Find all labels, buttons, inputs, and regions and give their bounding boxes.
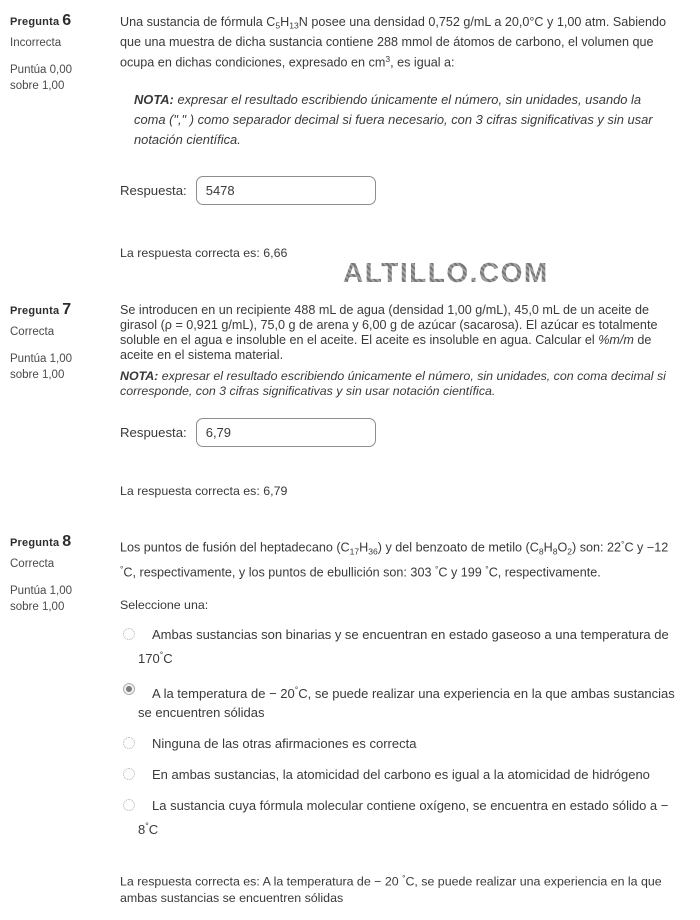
question-8-info bbox=[0, 529, 112, 615]
answer-row bbox=[120, 418, 686, 447]
question-8-section bbox=[0, 529, 700, 920]
question-7-info bbox=[0, 297, 112, 383]
option-label: A la temperatura de − 20°C, se puede realizar una experiencia en la que ambas sustancias se encuentren sólidas bbox=[138, 684, 675, 721]
question-text: Los puntos de fusión del heptadecano $(C_{17}H_{36})$ y del benzoato de metilo $(C_8H_8O_2)$ son: 22°C y −12 °C, respectivamente, y los puntos de ebullición son: 303 °C y 199 °C, respectivamente. bbox=[120, 538, 669, 580]
answer-label: Respuesta: bbox=[120, 182, 187, 198]
question-text: Una sustancia de fórmula $C_5H_{13}N$ posee una densidad 0,752 g/mL a 20,0°C y 1,00 atm. Sabiendo que una muestra de dicha sustancia contiene 288 mmol de átomos de carbono, el volumen que ocupa en dichas condiciones, expresado en $cm^3$, es igual a: bbox=[120, 15, 667, 70]
question-number: 6 bbox=[62, 12, 72, 29]
answer-label: Respuesta: bbox=[120, 424, 187, 440]
question-7-content bbox=[112, 297, 700, 499]
answer-input[interactable] bbox=[196, 418, 376, 447]
option-row-5 bbox=[120, 796, 686, 840]
question-label: Pregunta bbox=[10, 536, 60, 549]
question-number-heading bbox=[10, 301, 106, 319]
correct-answer-feedback: La respuesta correcta es: 6,79 bbox=[120, 483, 288, 498]
correct-answer-feedback: La respuesta correcta es: A la temperatura de − 20 °C, se puede realizar una experiencia en la que ambas sustancias se encuentren sólidas bbox=[120, 873, 662, 905]
option-row-1 bbox=[120, 625, 686, 669]
radio-button-icon[interactable] bbox=[123, 737, 135, 749]
option-row-4 bbox=[120, 765, 686, 785]
question-grade: Puntúa 1,00 sobre 1,00 bbox=[10, 352, 73, 381]
question-6-section bbox=[0, 8, 700, 261]
altillo-watermark: ALTILLO.COM bbox=[343, 257, 549, 288]
answer-row bbox=[120, 176, 686, 205]
option-row-2 bbox=[120, 680, 686, 724]
select-one-prompt: Seleccione una: bbox=[120, 597, 209, 612]
option-row-3 bbox=[120, 734, 686, 754]
option-label: Ambas sustancias son binarias y se encuentran en estado gaseoso a una temperatura de 170°C bbox=[138, 626, 669, 666]
question-6-content bbox=[112, 8, 700, 261]
option-label: Ninguna de las otras afirmaciones es correcta bbox=[152, 736, 417, 752]
question-grade: Puntúa 1,00 sobre 1,00 bbox=[10, 584, 73, 613]
radio-button-icon[interactable] bbox=[123, 628, 135, 640]
question-grade: Puntúa 0,00 sobre 1,00 bbox=[10, 64, 73, 92]
question-state: Incorrecta bbox=[10, 37, 62, 49]
correct-answer-feedback: La respuesta correcta es: 6,66 bbox=[120, 245, 288, 260]
question-8-content bbox=[112, 529, 700, 920]
question-number-heading bbox=[10, 12, 106, 30]
nota-text: NOTA: expresar el resultado escribiendo únicamente el número, sin unidades, con coma decimal si corresponde, con 3 cifras significativas y sin usar notación científica. bbox=[120, 368, 666, 399]
options-list bbox=[120, 625, 686, 841]
question-state: Correcta bbox=[10, 325, 55, 338]
question-number: 7 bbox=[62, 300, 72, 318]
radio-button-icon[interactable] bbox=[123, 799, 135, 811]
answer-input[interactable] bbox=[196, 176, 376, 205]
option-label: La sustancia cuya fórmula molecular contiene oxígeno, se encuentra en estado sólido a − 8°C bbox=[138, 798, 669, 838]
nota-text: NOTA: expresar el resultado escribiendo únicamente el número, sin unidades, usando la coma ("," ) como separador decimal si fuera necesario, con 3 cifras significativas y sin usar notación científica. bbox=[134, 91, 653, 147]
radio-button-icon[interactable] bbox=[123, 683, 135, 695]
question-label: Pregunta bbox=[10, 304, 60, 317]
radio-button-icon[interactable] bbox=[123, 768, 135, 780]
question-6-info bbox=[0, 8, 112, 94]
question-state: Correcta bbox=[10, 557, 55, 570]
question-text: Se introducen en un recipiente 488 mL de agua (densidad 1,00 g/mL), 45,0 mL de un aceite de girasol (ρ = 0,921 g/mL), 75,0 g de arena y 6,00 g de azúcar (sacarosa). El azúcar es totalmente soluble en el agua e insoluble en el aceite. El aceite es insoluble en agua. Calcular el %m/m de aceite en el sistema material. bbox=[120, 302, 658, 362]
question-number-heading bbox=[10, 533, 106, 551]
question-label: Pregunta bbox=[10, 16, 60, 28]
option-label: En ambas sustancias, la atomicidad del carbono es igual a la atomicidad de hidrógeno bbox=[152, 767, 650, 783]
question-7-section bbox=[0, 297, 700, 499]
question-number: 8 bbox=[62, 532, 72, 550]
